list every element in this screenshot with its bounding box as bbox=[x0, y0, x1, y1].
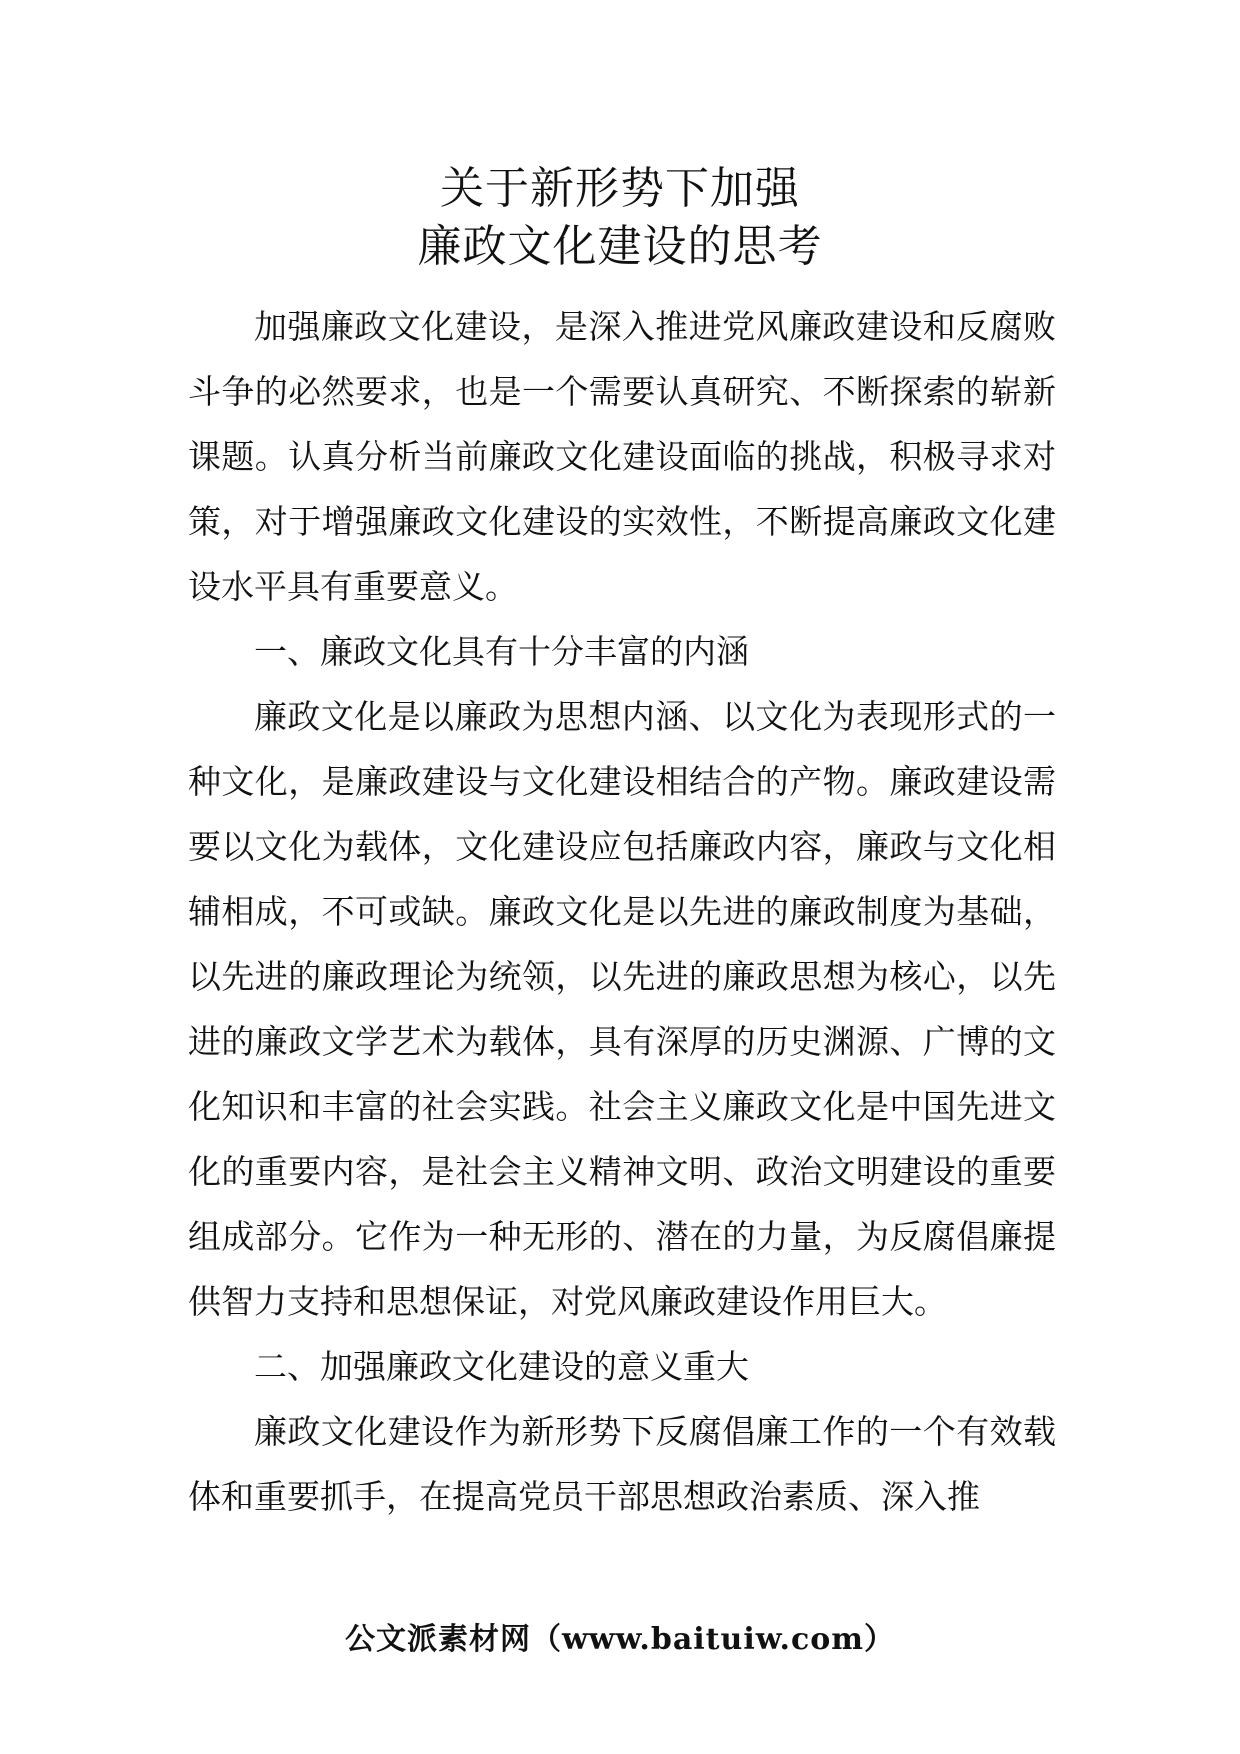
footer-watermark: 公文派素材网（www.baituiw.com） bbox=[344, 1622, 896, 1657]
section-heading-2: 二、加强廉政文化建设的意义重大 bbox=[254, 1347, 749, 1386]
document-title bbox=[0, 160, 1240, 276]
paragraph-section-1: 廉政文化是以廉政为思想内涵、以文化为表现形式的一种文化，是廉政建设与文化建设相结合的产物。廉政建设需要以文化为载体，文化建设应包括廉政内容，廉政与文化相辅相成，不可或缺。廉政文化是以先进的廉政制度为基础，以先进的廉政理论为统领，以先进的廉政思想为核心，以先进的廉政文学艺术为载体，具有深厚的历史渊源、广博的文化知识和丰富的社会实践。社会主义廉政文化是中国先进文化的重要内容，是社会主义精神文明、政治文明建设的重要组成部分。它作为一种无形的、潜在的力量，为反腐倡廉提供智力支持和思想保证，对党风廉政建设作用巨大。 bbox=[188, 697, 1056, 1321]
paragraph-intro: 加强廉政文化建设，是深入推进党风廉政建设和反腐败斗争的必然要求，也是一个需要认真研究、不断探索的崭新课题。认真分析当前廉政文化建设面临的挑战，积极寻求对策，对于增强廉政文化建设的实效性，不断提高廉政文化建设水平具有重要意义。 bbox=[188, 307, 1056, 606]
document-body bbox=[188, 294, 1056, 1529]
title-line-1: 关于新形势下加强 bbox=[440, 163, 800, 214]
paragraph-section-2: 廉政文化建设作为新形势下反腐倡廉工作的一个有效载体和重要抓手，在提高党员干部思想政治素质、深入推 bbox=[188, 1412, 1056, 1516]
section-heading-1: 一、廉政文化具有十分丰富的内涵 bbox=[254, 632, 749, 671]
title-line-2: 廉政文化建设的思考 bbox=[417, 221, 823, 272]
